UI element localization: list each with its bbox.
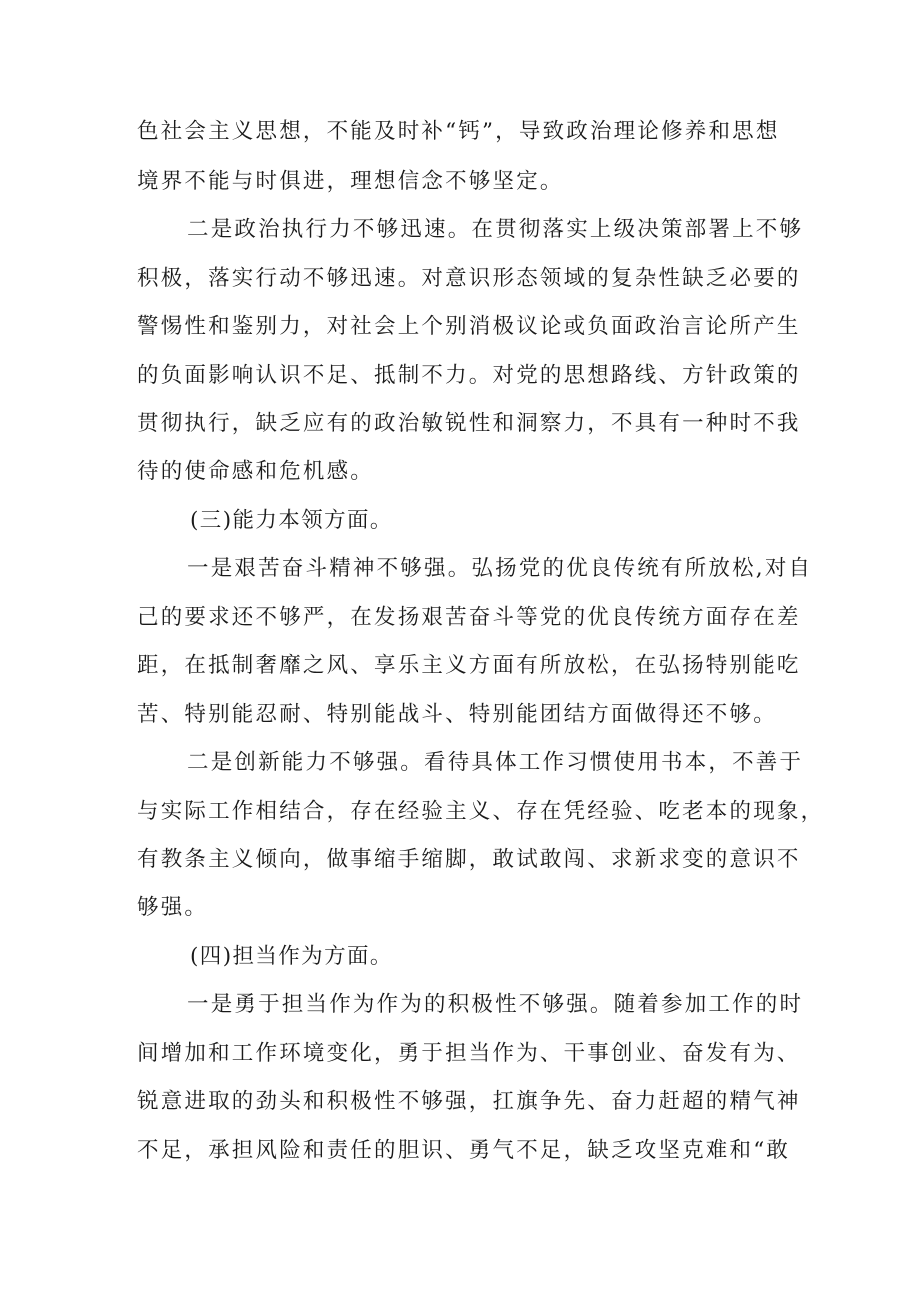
paragraph-line: 一是勇于担当作为作为的积极性不够强。随着参加工作的时	[187, 992, 804, 1017]
paragraph-line: 警惕性和鉴别力，对社会上个别消极议论或负面政治言论所产生	[137, 314, 801, 339]
paragraph-line: 够强。	[137, 895, 209, 920]
paragraph-line: 间增加和工作环境变化，勇于担当作为、干事创业、奋发有为、	[137, 1041, 801, 1066]
paragraph-line: 贯彻执行，缺乏应有的政治敏锐性和洞察力，不具有一种时不我	[137, 411, 801, 436]
paragraph-line: 与实际工作相结合，存在经验主义、存在凭经验、吃老本的现象，	[137, 799, 825, 824]
paragraph-line: 距，在抵制奢靡之风、享乐主义方面有所放松，在弘扬特别能吃	[137, 653, 801, 678]
paragraph-line: 苦、特别能忍耐、特别能战斗、特别能团结方面做得还不够。	[137, 702, 777, 727]
section-heading: (三)能力本领方面。	[190, 508, 393, 533]
paragraph-line: 境界不能与时俱进，理想信念不够坚定。	[137, 169, 564, 194]
paragraph-line: 己的要求还不够严，在发扬艰苦奋斗等党的优良传统方面存在差	[137, 605, 801, 630]
paragraph-line: 色社会主义思想，不能及时补“钙”，导致政治理论修养和思想	[137, 119, 780, 144]
paragraph-line: 二是创新能力不够强。看待具体工作习惯使用书本，不善于	[187, 750, 804, 775]
paragraph-line: 有教条主义倾向，做事缩手缩脚，敢试敢闯、求新求变的意识不	[137, 847, 801, 872]
section-heading: (四)担当作为方面。	[190, 944, 393, 969]
paragraph-line: 一是艰苦奋斗精神不够强。弘扬党的优良传统有所放松,对自	[187, 556, 813, 581]
paragraph-line: 积极，落实行动不够迅速。对意识形态领域的复杂性缺乏必要的	[137, 266, 801, 291]
paragraph-line: 不足，承担风险和责任的胆识、勇气不足，缺乏攻坚克难和“敢	[137, 1138, 791, 1163]
paragraph-line: 待的使命感和危机感。	[137, 459, 375, 484]
paragraph-line: 的负面影响认识不足、抵制不力。对党的思想路线、方针政策的	[137, 363, 801, 388]
paragraph-line: 锐意进取的劲头和积极性不够强，扛旗争先、奋力赶超的精气神	[137, 1089, 801, 1114]
paragraph-line: 二是政治执行力不够迅速。在贯彻落实上级决策部署上不够	[187, 217, 804, 242]
